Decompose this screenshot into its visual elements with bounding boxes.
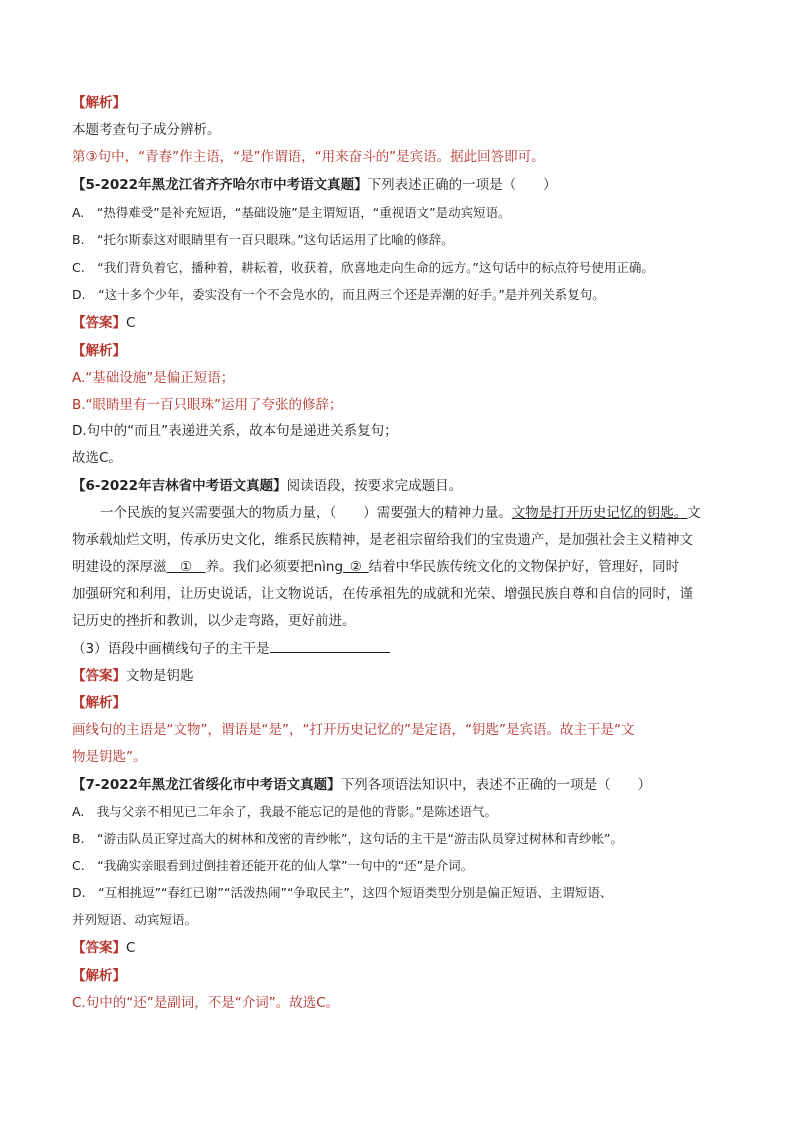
question-6-header xyxy=(72,476,734,496)
option-a: A. “热得难受”是补充短语，“基础设施”是主谓短语，“重视语文”是动宾短语。 xyxy=(72,205,511,220)
analysis-text: 物是钥匙”。 xyxy=(72,749,147,765)
analysis-label: 【解析】 xyxy=(72,95,126,111)
answer-value: 文物是钥匙 xyxy=(126,668,194,684)
analysis-label: 【解析】 xyxy=(72,968,126,984)
answer-line xyxy=(72,313,734,333)
question-7-header xyxy=(72,775,734,795)
question-stem: 下列各项语法知识中，表述不正确的一项是（ ） xyxy=(340,777,652,793)
answer-line xyxy=(72,938,734,958)
answer-label: 【答案】 xyxy=(72,940,126,956)
analysis-text: 故选C。 xyxy=(72,450,122,466)
analysis-text: B.“眼睛里有一百只眼珠”运用了夸张的修辞； xyxy=(72,397,343,413)
passage-line: 明建设的深厚滋 ① 养。我们必须要把nìng ② 结着中华民族传统文化的文物保护好，管理好，同时 xyxy=(72,559,680,575)
question-source-tag: 【5-2022年黑龙江省齐齐哈尔市中考语文真题】 xyxy=(72,177,368,193)
option-d: D. “互相挑逗”“春红已谢”“活泼热闹”“争取民主”，这四个短语类型分别是偏正短语、主谓短语、 xyxy=(72,885,613,900)
analysis-text: 本题考查句子成分辨析。 xyxy=(72,122,221,138)
question-stem: 下列表述正确的一项是（ ） xyxy=(367,177,557,193)
underlined-sentence: 文物是打开历史记忆的钥匙。 xyxy=(511,505,688,521)
blank-2: ② xyxy=(349,559,362,575)
analysis-text: D.句中的“而且”表递进关系，故本句是递进关系复句； xyxy=(72,423,398,439)
blank-1: ① xyxy=(180,559,193,575)
option-d-continued: 并列短语、动宾短语。 xyxy=(72,912,198,927)
question-source-tag: 【6-2022年吉林省中考语文真题】 xyxy=(72,478,287,494)
option-b: B. “托尔斯泰这对眼睛里有一百只眼珠。”这句话运用了比喻的修辞。 xyxy=(72,232,454,247)
option-a: A. 我与父亲不相见已二年余了，我最不能忘记的是他的背影。”是陈述语气。 xyxy=(72,804,498,819)
passage-line: 一个民族的复兴需要强大的物质力量，（ ）需要强大的精神力量。文物是打开历史记忆的钥匙。文 xyxy=(100,505,701,521)
sub-question-3: （3）语段中画横线句子的主干是 xyxy=(72,638,734,659)
answer-label: 【答案】 xyxy=(72,668,126,684)
question-source-tag: 【7-2022年黑龙江省绥化市中考语文真题】 xyxy=(72,777,341,793)
passage-line: 记历史的挫折和教训，以少走弯路，更好前进。 xyxy=(72,613,356,629)
analysis-text: A.“基础设施”是偏正短语； xyxy=(72,370,235,386)
option-c: C. “我确实亲眼看到过倒挂着还能开花的仙人掌”一句中的“还”是介词。 xyxy=(72,858,474,873)
answer-label: 【答案】 xyxy=(72,315,126,331)
question-stem: 阅读语段，按要求完成题目。 xyxy=(286,478,463,494)
option-c: C. “我们背负着它，播种着，耕耘着，收获着，欣喜地走向生命的远方。”这句话中的标点符号使用正确。 xyxy=(72,260,654,275)
passage-line: 加强研究和利用，让历史说话，让文物说话，在传承祖先的成就和光荣、增强民族自尊和自信的同时，谨 xyxy=(72,586,693,602)
answer-value: C xyxy=(126,315,136,331)
passage-line: 物承载灿烂文明，传承历史文化，维系民族精神，是老祖宗留给我们的宝贵遗产，是加强社会主义精神文 xyxy=(72,532,693,548)
analysis-label: 【解析】 xyxy=(72,343,126,359)
answer-line xyxy=(72,666,734,686)
option-b: B. “游击队员正穿过高大的树林和茂密的青纱帐”，这句话的主干是“游击队员穿过树林和青纱帐”。 xyxy=(72,831,623,846)
analysis-text: C.句中的“还”是副词，不是“介词”。故选C。 xyxy=(72,995,340,1011)
option-d: D. “这十多个少年，委实没有一个不会凫水的，而且两三个还是弄潮的好手。”是并列关系复句。 xyxy=(72,287,605,302)
analysis-label: 【解析】 xyxy=(72,695,126,711)
answer-value: C xyxy=(126,940,136,956)
analysis-text: 第③句中，“青春”作主语，“是”作谓语，“用来奋斗的”是宾语。据此回答即可。 xyxy=(72,149,545,165)
analysis-text: 画线句的主语是“文物”，谓语是“是”，“打开历史记忆的”是定语，“钥匙”是宾语。故主干是“文 xyxy=(72,722,635,738)
answer-blank xyxy=(270,638,390,653)
question-5-header xyxy=(72,175,734,195)
